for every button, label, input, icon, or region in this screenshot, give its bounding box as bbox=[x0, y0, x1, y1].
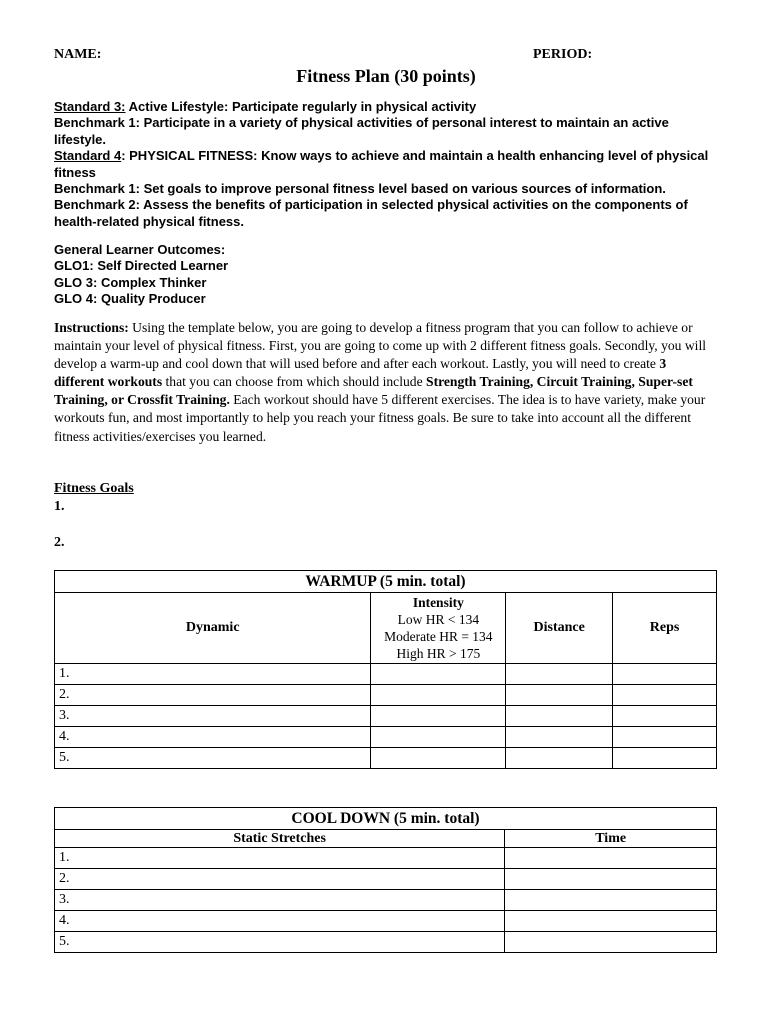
time-cell[interactable] bbox=[505, 911, 717, 932]
intensity-moderate: Moderate HR = 134 bbox=[384, 629, 493, 644]
reps-cell[interactable] bbox=[613, 727, 717, 748]
instructions-bold-1: 3 different workouts bbox=[54, 356, 667, 390]
time-cell[interactable] bbox=[505, 932, 717, 953]
table-row bbox=[55, 932, 717, 953]
intensity-heading: Intensity bbox=[412, 595, 464, 610]
distance-cell[interactable] bbox=[506, 664, 613, 685]
glo-heading: General Learner Outcomes: bbox=[54, 242, 226, 257]
row-number[interactable]: 5. bbox=[55, 748, 371, 769]
instructions-text-2: that you can choose from which should include bbox=[162, 374, 427, 390]
table-row bbox=[55, 664, 717, 685]
table-row bbox=[55, 869, 717, 890]
warmup-title: WARMUP (5 min. total) bbox=[55, 571, 717, 593]
fitness-goals-heading-text: Fitness Goals bbox=[54, 481, 134, 496]
time-cell[interactable] bbox=[505, 890, 717, 911]
row-number[interactable]: 1. bbox=[55, 848, 505, 869]
intensity-cell[interactable] bbox=[371, 664, 506, 685]
distance-cell[interactable] bbox=[506, 748, 613, 769]
table-row bbox=[55, 727, 717, 748]
row-number[interactable]: 3. bbox=[55, 706, 371, 727]
col-static-stretches: Static Stretches bbox=[55, 830, 505, 848]
reps-cell[interactable] bbox=[613, 664, 717, 685]
standard-3-benchmark-1: Benchmark 1: Participate in a variety of physical activities of personal interest to maintain an active lifestyle. bbox=[54, 115, 669, 147]
time-cell[interactable] bbox=[505, 848, 717, 869]
instructions-text-1: Using the template below, you are going to develop a fitness program that you can follow to achieve or maintain your level of physical fitness. First, you are going to come up with 2 different fitness goals. Secondly, you will develop a warm-up and cool down that will used before and after each workout. Lastly, you will need to create bbox=[54, 320, 707, 372]
intensity-cell[interactable] bbox=[371, 727, 506, 748]
row-number[interactable]: 5. bbox=[55, 932, 505, 953]
intensity-cell[interactable] bbox=[371, 748, 506, 769]
distance-cell[interactable] bbox=[506, 706, 613, 727]
standard-4-benchmark-2: Benchmark 2: Assess the benefits of participation in selected physical activities on the components of health-related physical fitness. bbox=[54, 197, 688, 229]
instructions-label: Instructions: bbox=[54, 320, 129, 335]
standard-3-text: Active Lifestyle: Participate regularly in physical activity bbox=[125, 99, 477, 114]
period-label: PERIOD: bbox=[533, 47, 593, 62]
distance-cell[interactable] bbox=[506, 685, 613, 706]
intensity-cell[interactable] bbox=[371, 706, 506, 727]
cooldown-title: COOL DOWN (5 min. total) bbox=[55, 808, 717, 830]
table-row bbox=[55, 911, 717, 932]
distance-cell[interactable] bbox=[506, 727, 613, 748]
row-number[interactable]: 2. bbox=[55, 685, 371, 706]
intensity-low: Low HR < 134 bbox=[397, 612, 480, 627]
reps-cell[interactable] bbox=[613, 706, 717, 727]
fitness-goals-heading bbox=[54, 481, 134, 497]
instructions-text-3: Each workout should have 5 different exercises. The idea is to have variety, make your workouts fun, and most importantly to help you reach your fitness goals. Be sure to take into account all the different fitness activities/exercises you learned. bbox=[54, 392, 706, 444]
col-distance: Distance bbox=[506, 593, 613, 664]
time-cell[interactable] bbox=[505, 869, 717, 890]
reps-cell[interactable] bbox=[613, 685, 717, 706]
table-row bbox=[55, 706, 717, 727]
row-number[interactable]: 4. bbox=[55, 727, 371, 748]
row-number[interactable]: 1. bbox=[55, 664, 371, 685]
reps-cell[interactable] bbox=[613, 748, 717, 769]
instructions-bold-2: Strength Training, Circuit Training, Super-set Training, or Crossfit Training. bbox=[54, 374, 693, 408]
standard-4-benchmark-1: Benchmark 1: Set goals to improve personal fitness level based on various sources of information. bbox=[54, 181, 666, 197]
col-time: Time bbox=[505, 830, 717, 848]
table-row bbox=[55, 685, 717, 706]
standard-3-label: Standard 3: bbox=[54, 99, 126, 114]
table-row bbox=[55, 748, 717, 769]
page-title: Fitness Plan (30 points) bbox=[296, 66, 476, 86]
standard-4 bbox=[54, 148, 718, 181]
name-label: NAME: bbox=[54, 47, 102, 62]
warmup-table bbox=[54, 570, 717, 769]
instructions-paragraph bbox=[54, 319, 718, 446]
glo-item: GLO1: Self Directed Learner bbox=[54, 258, 229, 274]
intensity-high: High HR > 175 bbox=[396, 646, 481, 661]
standard-4-label: Standard 4 bbox=[54, 148, 122, 164]
row-number[interactable]: 4. bbox=[55, 911, 505, 932]
row-number[interactable]: 3. bbox=[55, 890, 505, 911]
glo-item: GLO 3: Complex Thinker bbox=[54, 274, 207, 290]
col-dynamic: Dynamic bbox=[55, 593, 371, 664]
cooldown-table bbox=[54, 807, 717, 953]
glo-section bbox=[54, 242, 718, 308]
fitness-goal-2[interactable]: 2. bbox=[54, 535, 65, 550]
fitness-goal-1[interactable]: 1. bbox=[54, 499, 65, 514]
standard-4-text: : PHYSICAL FITNESS: Know ways to achieve and maintain a health enhancing level of physical fitness bbox=[54, 148, 709, 180]
table-row bbox=[55, 890, 717, 911]
intensity-cell[interactable] bbox=[371, 685, 506, 706]
standards-section bbox=[54, 99, 718, 230]
table-row bbox=[55, 848, 717, 869]
row-number[interactable]: 2. bbox=[55, 869, 505, 890]
glo-item: GLO 4: Quality Producer bbox=[54, 291, 206, 307]
col-reps: Reps bbox=[613, 593, 717, 664]
col-intensity bbox=[371, 593, 506, 664]
standard-3 bbox=[54, 99, 718, 115]
